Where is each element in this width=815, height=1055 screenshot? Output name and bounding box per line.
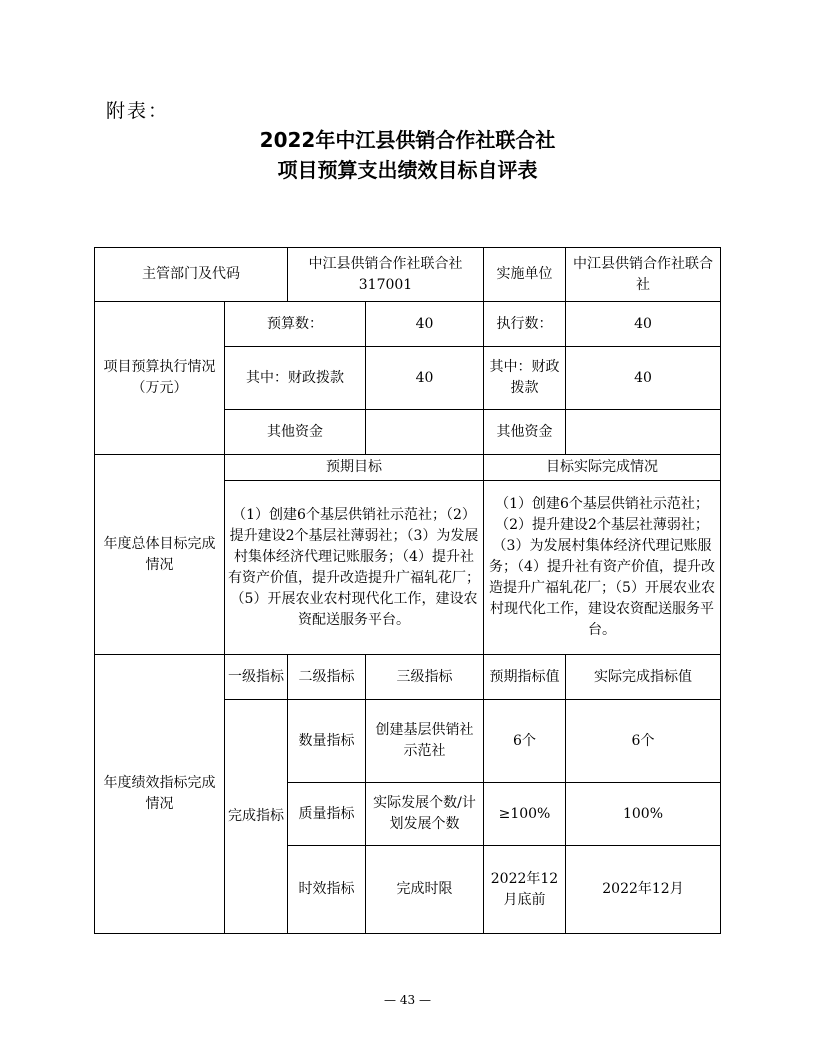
- actual-goal-header: 目标实际完成情况: [484, 455, 721, 481]
- budget-value: 40: [366, 302, 484, 347]
- performance-table: [94, 247, 721, 934]
- row2-level2: 质量指标: [288, 783, 366, 846]
- row3-level2: 时效指标: [288, 846, 366, 934]
- row3-expected: 2022年12月底前: [484, 846, 566, 934]
- col-level2: 二级指标: [288, 655, 366, 700]
- row2-expected: ≥100%: [484, 783, 566, 846]
- exec-value: 40: [566, 302, 721, 347]
- document-title-line2: 项目预算支出绩效目标自评表: [277, 158, 538, 182]
- level1-value: 完成指标: [225, 700, 288, 934]
- perf-label: 年度绩效指标完成情况: [95, 655, 225, 934]
- dept-value: 中江县供销合作社联合社 317001: [288, 248, 484, 302]
- other-funds-exec-label: 其他资金: [484, 410, 566, 455]
- col-level3: 三级指标: [366, 655, 484, 700]
- other-funds-exec-value: [566, 410, 721, 455]
- fiscal-budget-value: 40: [366, 347, 484, 410]
- dept-label: 主管部门及代码: [95, 248, 288, 302]
- impl-value: 中江县供销合作社联合社: [566, 248, 721, 302]
- expected-goal-text: （1）创建6个基层供销社示范社；（2）提升建设2个基层社薄弱社；（3）为发展村集体经济代理记账服务；（4）提升社有资产价值，提升改造提升广福轧花厂；（5）开展农业农村现代化工作，建设农资配送服务平台。: [225, 481, 484, 655]
- fiscal-exec-label: 其中：财政拨款: [484, 347, 566, 410]
- row3-level3: 完成时限: [366, 846, 484, 934]
- budget-section-label: 项目预算执行情况（万元）: [95, 302, 225, 455]
- row1-actual: 6个: [566, 700, 721, 783]
- actual-goal-text: （1）创建6个基层供销社示范社；（2）提升建设2个基层社薄弱社；（3）为发展村集体经济代理记账服务；（4）提升社有资产价值，提升改造提升广福轧花厂；（5）开展农业农村现代化工作，建设农资配送服务平台。: [484, 481, 721, 655]
- exec-label: 执行数：: [484, 302, 566, 347]
- row1-level2: 数量指标: [288, 700, 366, 783]
- other-funds-label: 其他资金: [225, 410, 366, 455]
- row1-level3: 创建基层供销社示范社: [366, 700, 484, 783]
- row3-actual: 2022年12月: [566, 846, 721, 934]
- fiscal-label: 其中：财政拨款: [225, 347, 366, 410]
- budget-label: 预算数：: [225, 302, 366, 347]
- attachment-label: 附表：: [106, 100, 170, 122]
- document-title-line1: 2022年中江县供销合作社联合社: [259, 128, 556, 152]
- fiscal-exec-value: 40: [566, 347, 721, 410]
- row2-actual: 100%: [566, 783, 721, 846]
- col-actual: 实际完成指标值: [566, 655, 721, 700]
- expected-goal-header: 预期目标: [225, 455, 484, 481]
- col-level1: 一级指标: [225, 655, 288, 700]
- annual-goal-label: 年度总体目标完成情况: [95, 455, 225, 655]
- other-funds-budget-value: [366, 410, 484, 455]
- page-number: — 43 —: [384, 993, 431, 1007]
- row2-level3: 实际发展个数/计划发展个数: [366, 783, 484, 846]
- col-expected: 预期指标值: [484, 655, 566, 700]
- row1-expected: 6个: [484, 700, 566, 783]
- impl-label: 实施单位: [484, 248, 566, 302]
